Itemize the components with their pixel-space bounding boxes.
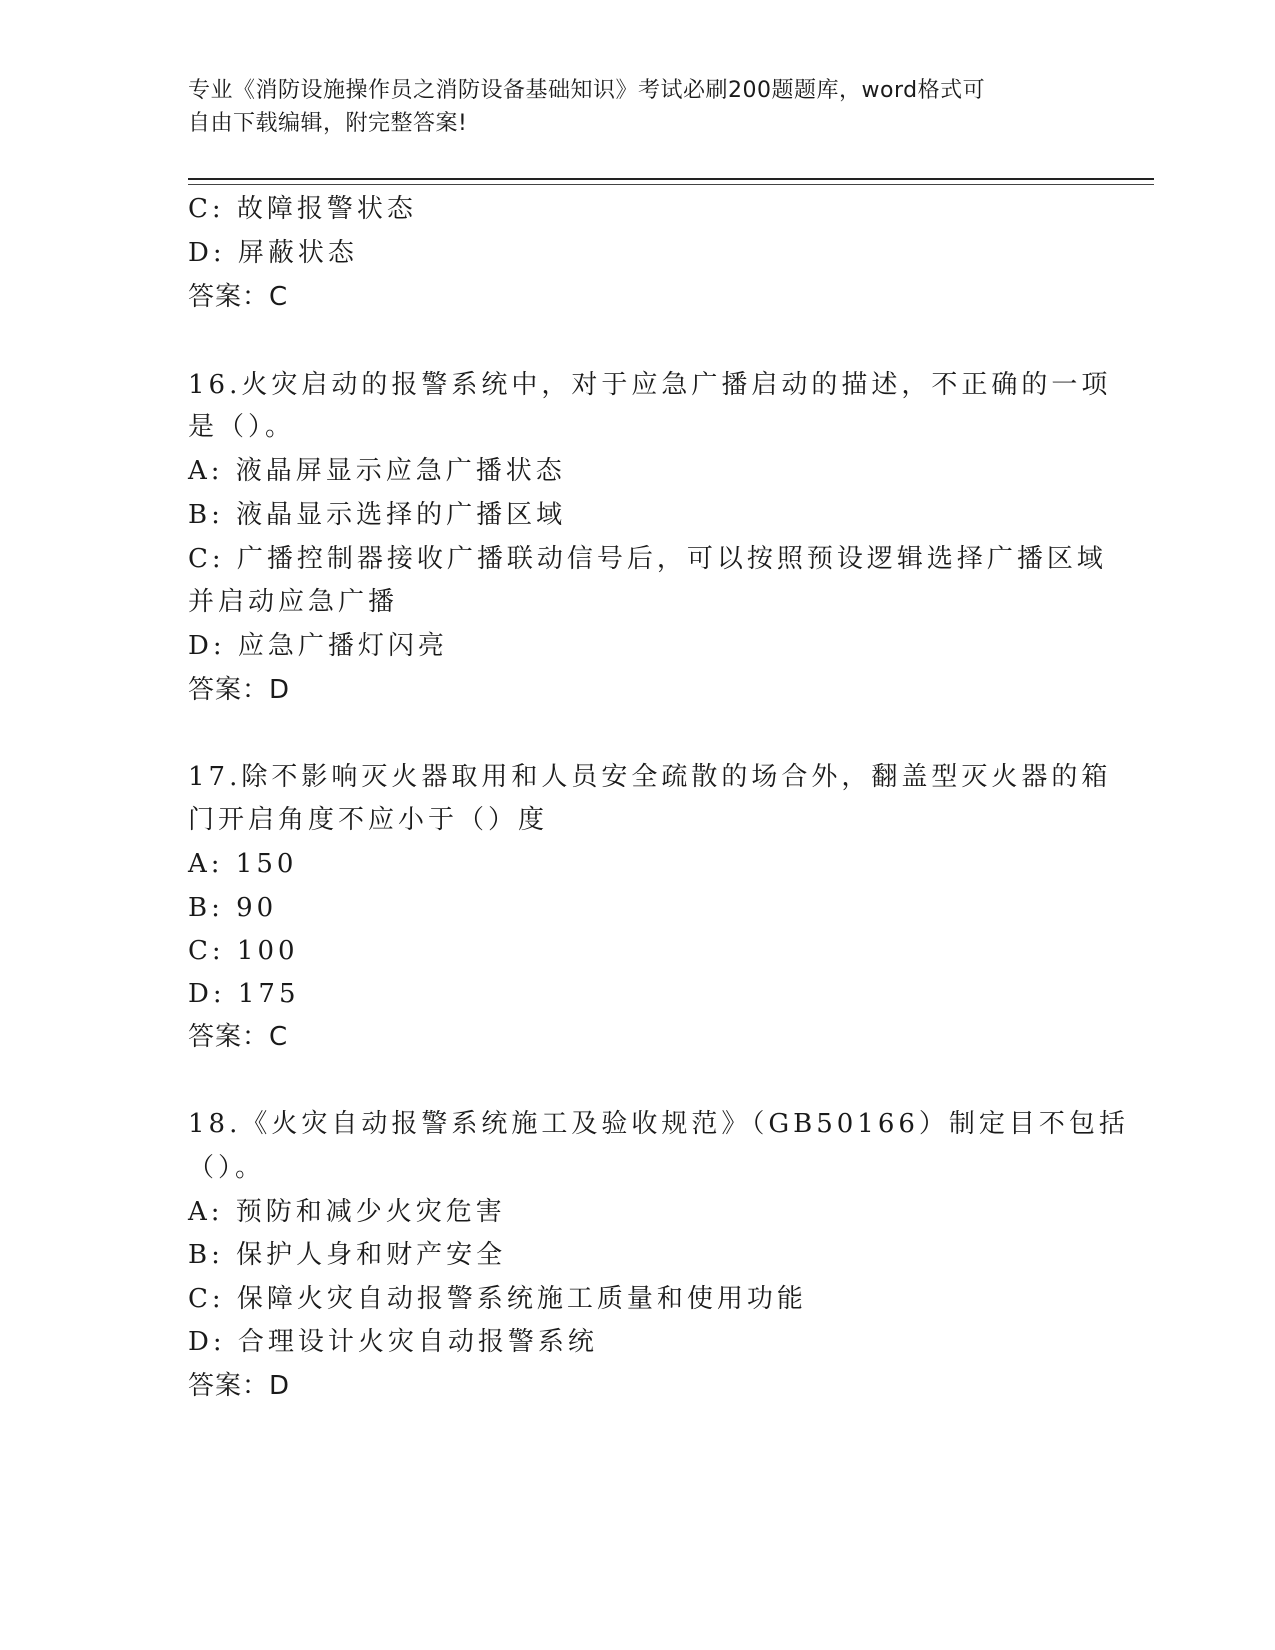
q16-option-a: A: 液晶屏显示应急广播状态 xyxy=(188,456,566,486)
q17-stem-line-1: 17.除不影响灭火器取用和人员安全疏散的场合外，翻盖型灭火器的箱 xyxy=(188,762,1112,792)
q17-stem-line-2: 门开启角度不应小于（）度 xyxy=(188,805,549,835)
q18-option-c: C: 保障火灾自动报警系统施工质量和使用功能 xyxy=(188,1284,807,1314)
q17-option-d: D: 175 xyxy=(188,979,300,1009)
q16-stem-line-1: 16.火灾启动的报警系统中，对于应急广播启动的描述，不正确的一项 xyxy=(188,370,1112,400)
q17-option-b: B: 90 xyxy=(188,893,278,923)
q16-option-c-line-1: C: 广播控制器接收广播联动信号后，可以按照预设逻辑选择广播区域 xyxy=(188,544,1107,574)
q16-answer: 答案：D xyxy=(188,675,291,705)
q18-option-b: B: 保护人身和财产安全 xyxy=(188,1240,507,1270)
prev-answer: 答案：C xyxy=(188,282,289,312)
prev-option-c: C: 故障报警状态 xyxy=(188,194,417,224)
prev-option-d: D: 屏蔽状态 xyxy=(188,238,358,268)
header-divider-thin xyxy=(188,184,1154,185)
q17-answer: 答案：C xyxy=(188,1022,289,1052)
q17-option-a: A: 150 xyxy=(188,849,298,879)
q18-option-d: D: 合理设计火灾自动报警系统 xyxy=(188,1327,598,1357)
q18-stem-line-2: （）。 xyxy=(188,1153,266,1183)
q18-answer: 答案：D xyxy=(188,1371,291,1401)
q16-option-d: D: 应急广播灯闪亮 xyxy=(188,631,448,661)
q16-stem-line-2: 是（）。 xyxy=(188,412,296,442)
q18-option-a: A: 预防和减少火灾危害 xyxy=(188,1197,506,1227)
document-header xyxy=(188,74,1088,140)
q17-option-c: C: 100 xyxy=(188,936,299,966)
q16-option-b: B: 液晶显示选择的广播区域 xyxy=(188,500,567,530)
header-divider-thick xyxy=(188,178,1154,180)
header-line-2: 自由下载编辑，附完整答案! xyxy=(188,111,468,136)
q18-stem-line-1: 18.《火灾自动报警系统施工及验收规范》（GB50166）制定目不包括 xyxy=(188,1109,1129,1139)
header-line-1: 专业《消防设施操作员之消防设备基础知识》考试必刷200题题库，word格式可 xyxy=(188,78,986,103)
q16-option-c-line-2: 并启动应急广播 xyxy=(188,587,399,617)
